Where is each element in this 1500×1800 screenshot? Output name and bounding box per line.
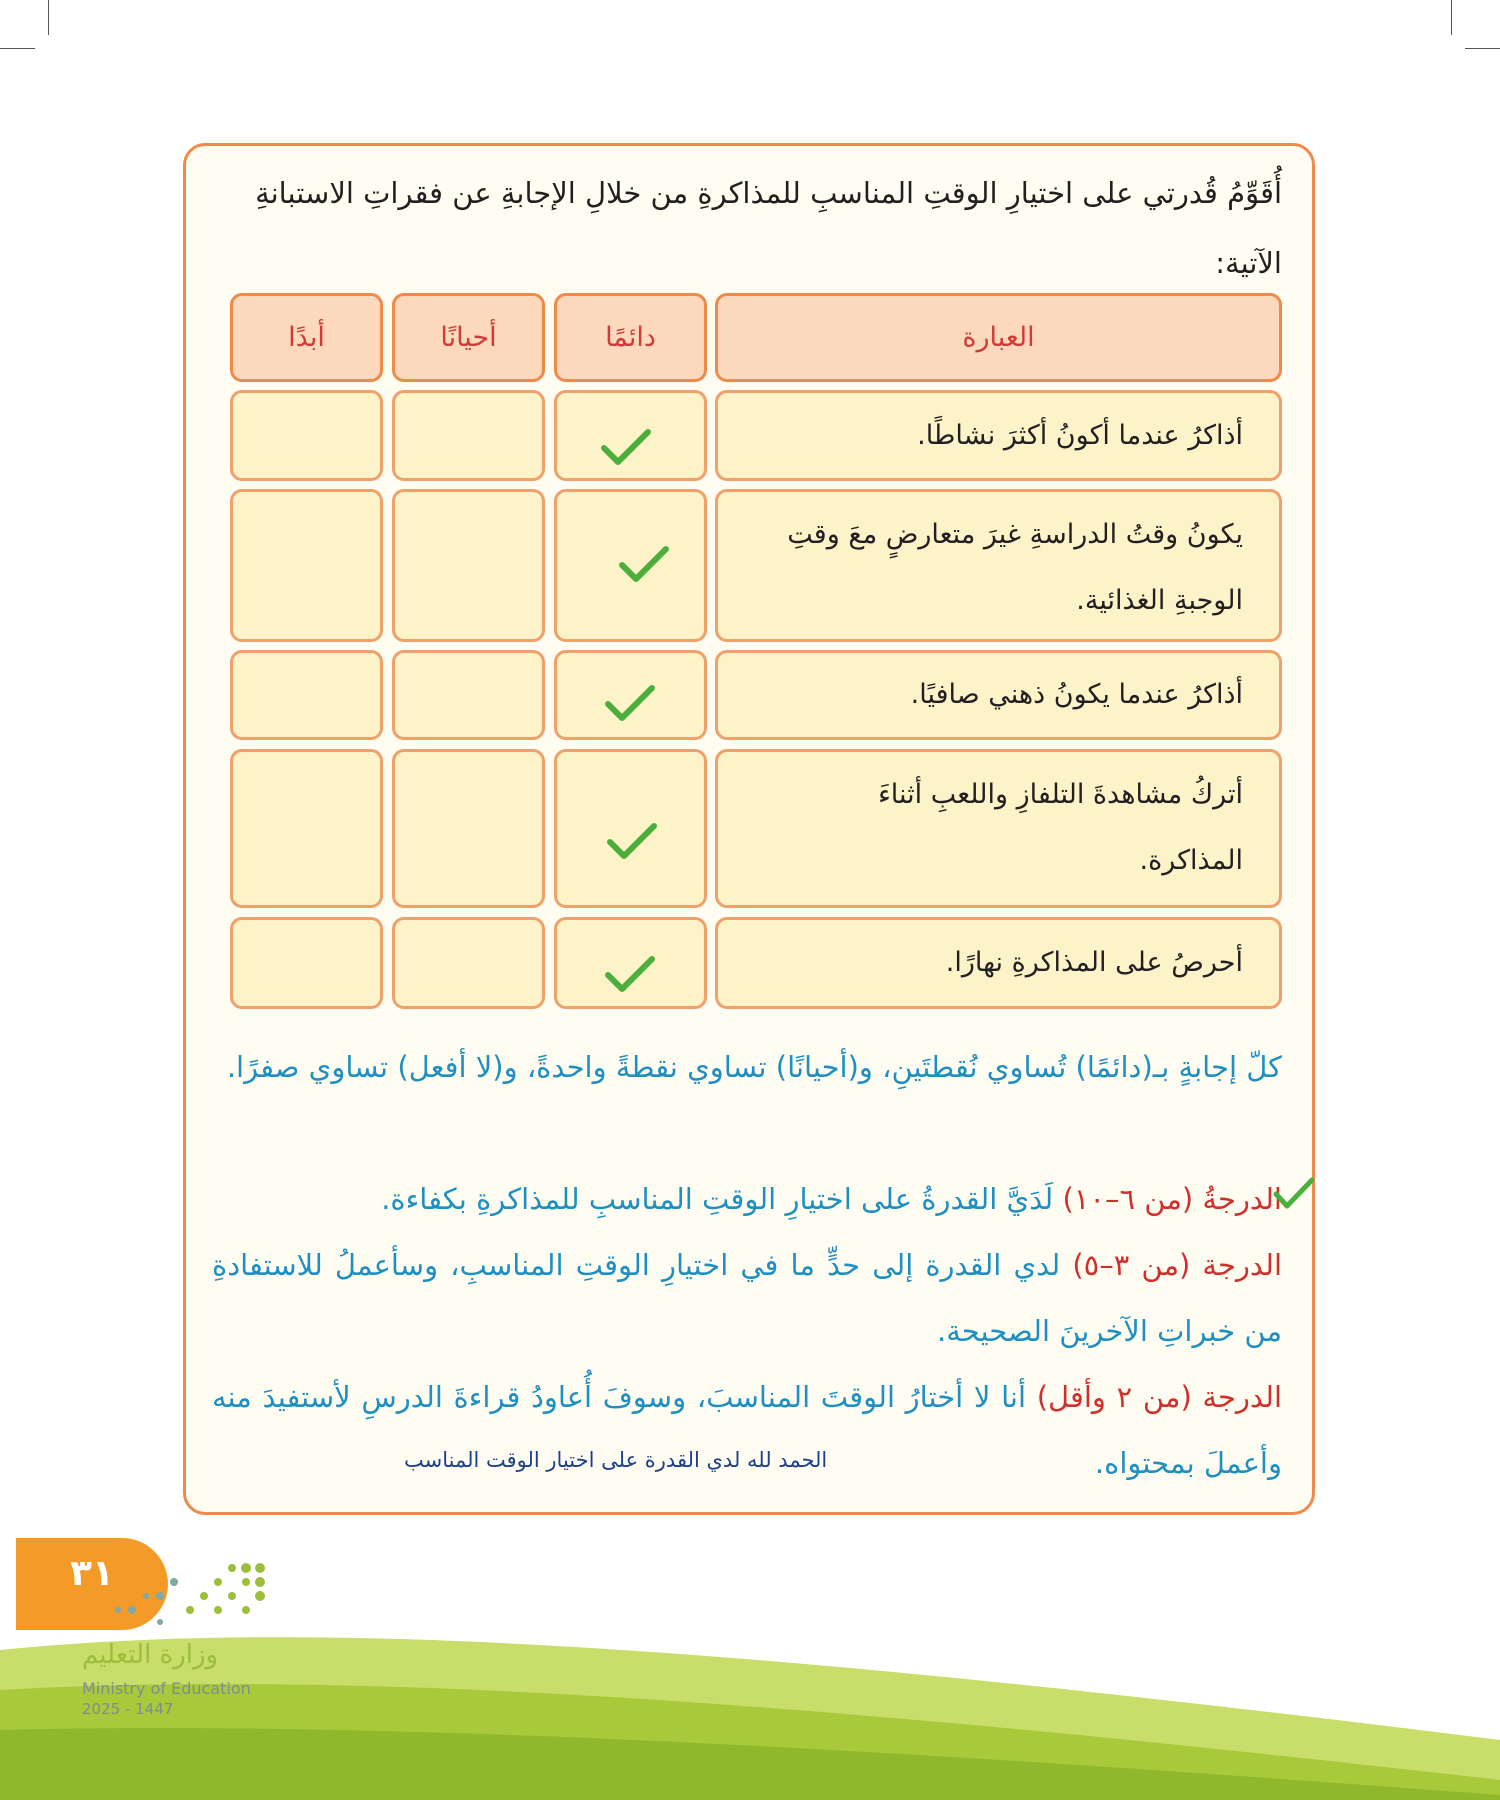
intro-line-2: الآتية:	[1215, 246, 1282, 280]
table-row-statement	[715, 390, 1282, 481]
ministry-year: 2025 - 1447	[82, 1700, 174, 1718]
answer-cell-never[interactable]	[230, 390, 383, 481]
check-icon	[606, 822, 658, 862]
header-always: دائمًا	[554, 293, 707, 382]
answer-cell-never[interactable]	[230, 650, 383, 740]
handwritten-note: الحمد لله لدي القدرة على اختيار الوقت المناسب	[404, 1448, 828, 1472]
check-icon	[604, 684, 656, 724]
crop-mark	[0, 48, 35, 49]
ministry-name-arabic: وزارة التعليم	[82, 1640, 219, 1670]
answer-cell-sometimes[interactable]	[392, 749, 545, 908]
page-number: ٣١	[70, 1553, 114, 1594]
score-label: الدرجة (من ٣–٥)	[1072, 1248, 1283, 1282]
answer-cell-sometimes[interactable]	[392, 917, 545, 1009]
table-row-statement	[715, 650, 1282, 740]
answer-cell-sometimes[interactable]	[392, 390, 545, 481]
check-icon	[618, 545, 670, 585]
score-level-high	[252, 1166, 1282, 1232]
answer-cell-sometimes[interactable]	[392, 489, 545, 642]
crop-mark	[1451, 0, 1452, 35]
header-never: أبدًا	[230, 293, 383, 382]
table-row-statement	[715, 917, 1282, 1009]
statement-text	[718, 492, 1279, 634]
answer-cell-never[interactable]	[230, 749, 383, 908]
score-text: أنا لا أختارُ الوقتَ المناسبَ، وسوفَ أُعاودُ قراءةَ الدرسِ لأستفيدَ منه وأعملَ بمحتواه.	[212, 1380, 1282, 1480]
statement-text: أحرصُ على المذاكرةِ نهارًا.	[945, 947, 1243, 978]
statement-text: أذاكرُ عندما يكونُ ذهني صافيًا.	[910, 679, 1243, 710]
statement-line-2: الوجبةِ الغذائية.	[1076, 585, 1243, 616]
table-row-statement	[715, 489, 1282, 642]
answer-cell-sometimes[interactable]	[392, 650, 545, 740]
statement-text: أذاكرُ عندما أكونُ أكثرَ نشاطًا.	[917, 419, 1243, 451]
table-row-statement	[715, 749, 1282, 908]
score-text: لَدَيَّ القدرةُ على اختيارِ الوقتِ المناسبِ للمذاكرةِ بكفاءة.	[381, 1182, 1054, 1216]
statement-line-2: المذاكرة.	[1139, 845, 1243, 876]
score-level-mid	[212, 1232, 1282, 1364]
score-text: لدي القدرة إلى حدٍّ ما في اختيارِ الوقتِ المناسبِ، وسأعملُ للاستفادةِ من خبراتِ الآخرينَ الصحيحة.	[212, 1248, 1282, 1348]
statement-line-1: يكونُ وقتُ الدراسةِ غيرَ متعارضٍ معَ وقتِ	[787, 519, 1243, 550]
score-label: الدرجةُ (من ٦–١٠)	[1062, 1182, 1282, 1216]
crop-mark	[1465, 48, 1500, 49]
crop-mark	[48, 0, 49, 35]
score-label: الدرجة (من ٢ وأقل)	[1036, 1380, 1283, 1414]
intro-line-1: أُقَوِّمُ قُدرتي على اختيارِ الوقتِ المناسبِ للمذاكرةِ من خلالِ الإجابةِ عن فقراتِ الاستبانةِ	[255, 176, 1282, 210]
score-level-low	[212, 1364, 1282, 1496]
ministry-name-english: Ministry of Education	[82, 1679, 251, 1698]
header-sometimes: أحيانًا	[392, 293, 545, 382]
ministry-logo-dots	[100, 1560, 270, 1630]
answer-cell-never[interactable]	[230, 489, 383, 642]
check-icon	[600, 428, 652, 468]
check-icon	[604, 955, 656, 995]
header-statement: العبارة	[715, 293, 1282, 382]
scoring-rule: كلّ إجابةٍ بـ(دائمًا) تُساوي نُقطتَينِ، و(أحيانًا) تساوي نقطةً واحدةً، و(لا أفعل) تساوي صفرًا.	[226, 1050, 1282, 1084]
intro-text	[222, 158, 1282, 298]
statement-text	[718, 752, 1279, 894]
answer-cell-never[interactable]	[230, 917, 383, 1009]
check-icon	[1272, 1176, 1316, 1212]
statement-line-1: أتركُ مشاهدةَ التلفازِ واللعبِ أثناءَ	[878, 779, 1243, 810]
